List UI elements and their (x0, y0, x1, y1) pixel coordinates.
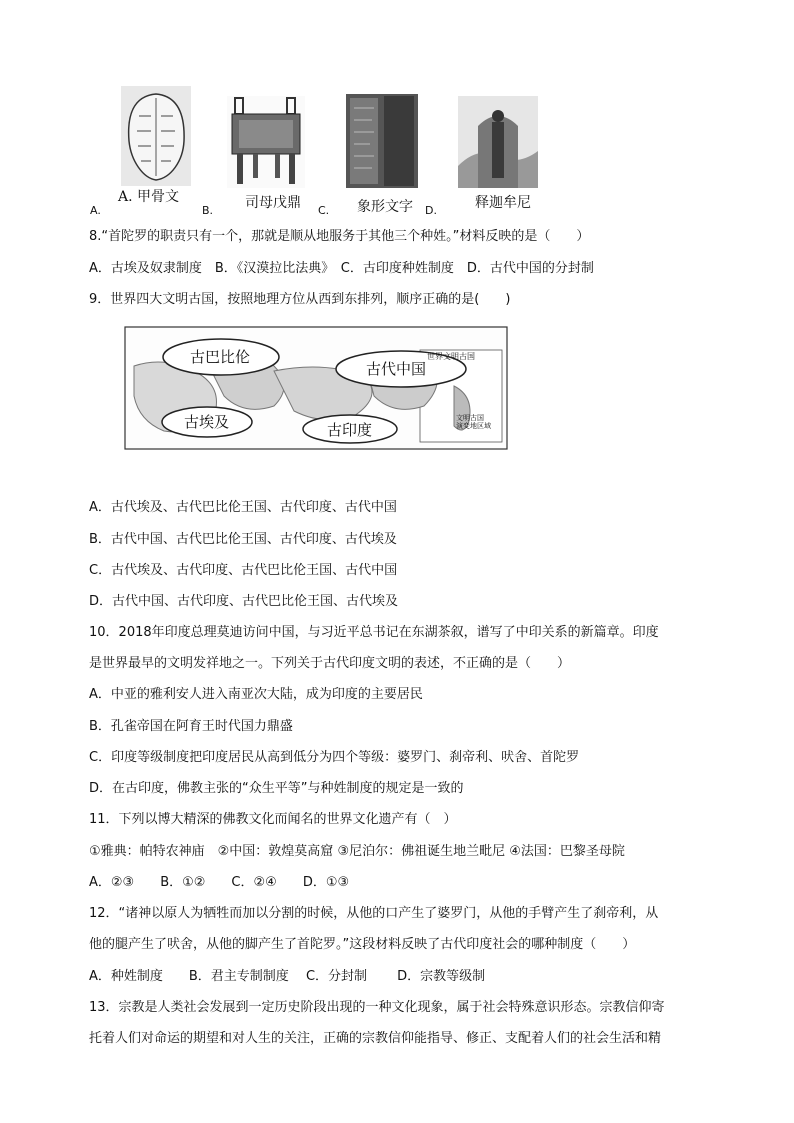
question-12-stem-line1: 12．“诸神以原人为牺牲而加以分割的时候，从他的口产生了婆罗门，从他的手臂产生了刹帝利，从 (89, 906, 659, 921)
question-10-stem-line2: 是世界最早的文明发祥地之一。下列关于古代印度文明的表述，不正确的是（ ） (89, 656, 571, 671)
question-10-option-a: A．中亚的雅利安人进入南亚次大陆，成为印度的主要居民 (89, 687, 423, 702)
question-11-stem: 11．下列以博大精深的佛教文化而闻名的世界文化遗产有（ ） (89, 812, 457, 827)
map-label-india: 古印度 (327, 421, 373, 439)
question-11-options: A．②③ B．①② C．②④ D．①③ (89, 875, 350, 890)
map-label-egypt: 古埃及 (184, 413, 230, 431)
image-caption-b: 司母戊鼎 (245, 195, 301, 211)
bronze-ding-image (227, 96, 305, 188)
map-label-china: 古代中国 (366, 360, 427, 378)
world-civilizations-map (124, 326, 508, 450)
oracle-bone-image (121, 86, 191, 186)
question-9-option-b: B．古代中国、古代巴比伦王国、古代印度、古代埃及 (89, 532, 397, 547)
question-9-option-d: D．古代中国、古代印度、古代巴比伦王国、古代埃及 (89, 594, 399, 609)
question-8-options: A．古埃及奴隶制度 B．《汉漠拉比法典》 C．古印度种姓制度 D．古代中国的分封制 (89, 261, 594, 276)
question-8-stem: 8.“首陀罗的职责只有一个，那就是顺从地服务于其他三个种姓。”材料反映的是（ ） (89, 229, 590, 244)
option-letter-a: A. (90, 204, 101, 217)
question-10-option-b: B．孔雀帝国在阿育王时代国力鼎盛 (89, 719, 293, 734)
image-caption-d: 释迦牟尼 (475, 195, 531, 211)
option-letter-c: C. (318, 204, 330, 217)
question-9-option-c: C．古代埃及、古代印度、古代巴比伦王国、古代中国 (89, 563, 398, 578)
image-caption-c: 象形文字 (357, 199, 413, 215)
question-12-stem-line2: 他的腿产生了吠舍，从他的脚产生了首陀罗。”这段材料反映了古代印度社会的哪种制度（ ） (89, 937, 636, 952)
map-label-babylon: 古巴比伦 (190, 348, 251, 366)
option-letter-d: D. (425, 204, 437, 217)
question-13-stem-line1: 13．宗教是人类社会发展到一定历史阶段出现的一种文化现象，属于社会特殊意识形态。宗教信仰寄 (89, 1000, 665, 1015)
map-legend-note: 文明古国 演变地区域 (456, 414, 491, 430)
question-10-option-c: C．印度等级制度把印度居民从高到低分为四个等级：婆罗门、刹帝利、吠舍、首陀罗 (89, 750, 580, 765)
image-caption-a: A. 甲骨文 (118, 189, 180, 205)
question-9-stem: 9．世界四大文明古国，按照地理方位从西到东排列，顺序正确的是( ) (89, 292, 511, 307)
question-10-stem-line1: 10．2018年印度总理莫迪访问中国，与习近平总书记在东湖茶叙，谱写了中印关系的新篇章。印度 (89, 625, 659, 640)
question-11-items: ①雅典：帕特农神庙 ②中国：敦煌莫高窟 ③尼泊尔：佛祖诞生地兰毗尼 ④法国：巴黎圣母院 (89, 844, 625, 859)
map-legend-title: 世界文明古国 (427, 352, 475, 361)
hieroglyph-image (346, 94, 418, 188)
buddha-statue-image (458, 96, 538, 188)
question-12-options: A．种姓制度 B．君主专制制度 C．分封制 D．宗教等级制 (89, 969, 486, 984)
question-13-stem-line2: 托着人们对命运的期望和对人生的关注，正确的宗教信仰能指导、修正、支配着人们的社会生活和精 (89, 1031, 662, 1046)
question-9-option-a: A．古代埃及、古代巴比伦王国、古代印度、古代中国 (89, 500, 397, 515)
question-10-option-d: D．在古印度，佛教主张的“众生平等”与种姓制度的规定是一致的 (89, 781, 464, 796)
option-letter-b: B. (202, 204, 214, 217)
